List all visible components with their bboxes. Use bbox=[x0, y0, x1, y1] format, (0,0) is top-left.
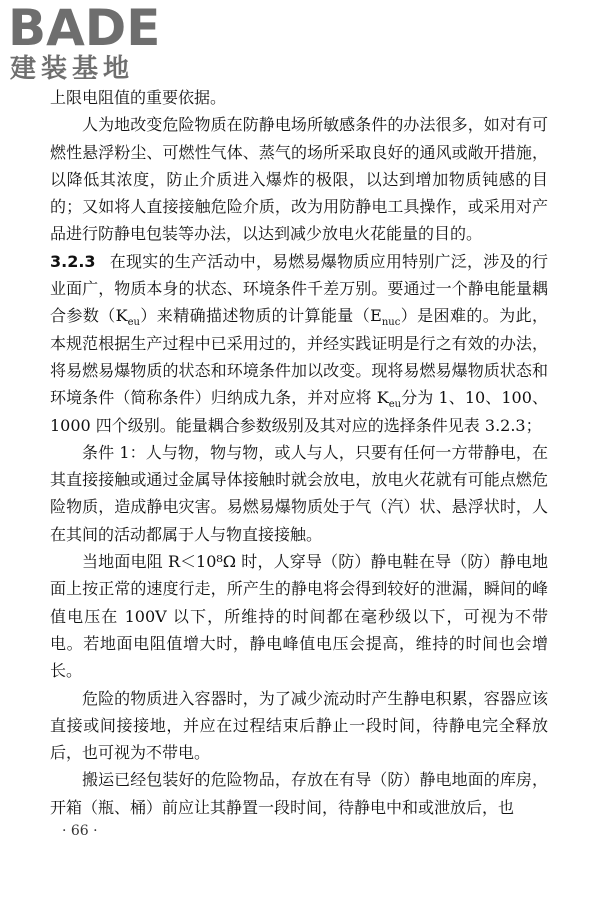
subscript-keu-2: eu bbox=[388, 399, 402, 411]
paragraph-1: 人为地改变危险物质在防静电场所敏感条件的办法很多，如对有可燃性悬浮粉尘、可燃性气体、蒸气的场所采取良好的通风或敞开措施，以降低其浓度，防止介质进入爆炸的极限，以达到增加物质钝感的目的；又如将人直接接触危险介质，改为用防静电工具操作，或采用对产品进行防静电包装等办法，以达到减少放电火花能量的目的。 bbox=[50, 115, 548, 244]
paragraph-2-text-1: 在现实的生产活动中，易燃易爆物质应用特别广泛，涉及的行业面广，物质本身的状态、环境条件千差万别。要通过一个静电能量耦合参数（K bbox=[50, 251, 548, 326]
paragraph-2-text-2: ）来精确描述物质的计算能量（E bbox=[139, 306, 382, 326]
section-number: 3.2.3 bbox=[50, 251, 96, 271]
paragraph-6: 搬运已经包装好的危险物品，存放在有导（防）静电地面的库房，开箱（瓶、桶）前应让其静置一段时间，待静电中和或泄放后，也 bbox=[50, 770, 548, 817]
logo-subtitle: 建装基地 bbox=[10, 54, 135, 84]
paragraph-3: 条件 1：人与物，物与物，或人与人，只要有任何一方带静电，在其直接接触或通过金属导体接触时就会放电，放电火花就有可能点燃危险物质，造成静电灾害。易燃易爆物质处于气（汽）状、悬浮状时，人在其间的活动都属于人与物直接接触。 bbox=[50, 442, 548, 544]
page-number: · 66 · bbox=[62, 823, 98, 839]
subscript-enuc: nuc bbox=[381, 317, 401, 329]
logo bbox=[8, 2, 178, 86]
paragraph-4: 当地面电阻 R＜10⁸Ω 时，人穿导（防）静电鞋在导（防）静电地面上按正常的速度行走，所产生的静电将会得到较好的泄漏，瞬间的峰值电压在 100V 以下，所维持的时间都在毫秒级以下，可视为不带电。若地面电阻值增大时，静电峰值电压会提高，维持的时间也会增长。 bbox=[50, 552, 548, 681]
subscript-keu-1: eu bbox=[127, 317, 140, 329]
paragraph-0: 上限电阻值的重要依据。 bbox=[50, 88, 227, 107]
logo-brand: BADE bbox=[8, 0, 161, 57]
paragraph-2-text-4: 分为 1、10、100、1000 四个级别。能量耦合参数级别及其对应的选择条件见表 3.2.3； bbox=[50, 388, 549, 435]
page-body bbox=[50, 84, 548, 821]
paragraph-5: 危险的物质进入容器时，为了减少流动时产生静电积累，容器应该直接或间接接地，并应在过程结束后静止一段时间，待静电完全释放后，也可视为不带电。 bbox=[50, 688, 548, 763]
paragraph-section-3-2-3 bbox=[50, 248, 548, 439]
paragraph-2-text-3: ）是困难的。为此，本规范根据生产过程中已采用过的，并经实践证明是行之有效的办法，将易燃易爆物质的状态和环境条件加以改变。现将易燃易爆物质状态和环境条件（简称条件）归纳成九条，并对应将 K bbox=[50, 306, 548, 408]
